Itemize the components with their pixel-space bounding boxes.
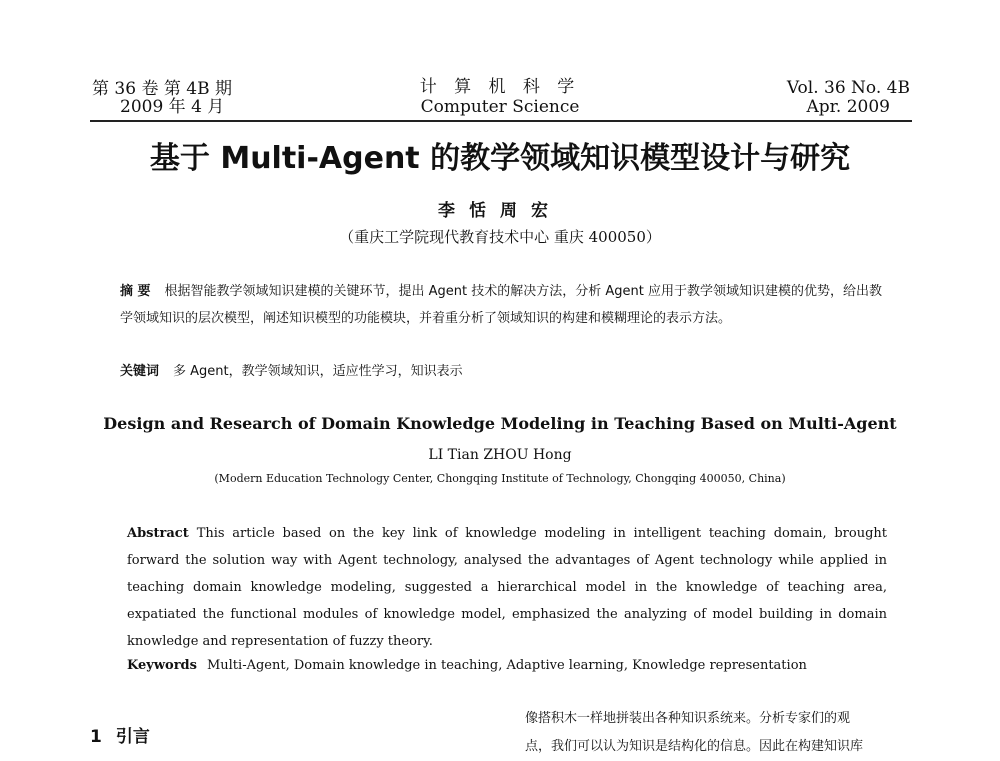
keywords-en-text: Multi-Agent, Domain knowledge in teaching, Adaptive learning, Knowledge representation [206,658,807,673]
body-text-cn [525,705,915,761]
abstract-en [127,520,887,655]
abstract-cn-label: 摘 要 [120,284,151,299]
keywords-cn-label: 关键词 [120,364,160,379]
volume-issue-en: Vol. 36 No. 4B [786,78,910,98]
body-line: 像搭积木一样地拼装出各种知识系统来。分析专家们的观 [525,711,851,726]
journal-name-cn: 计 算 机 科 学 [419,77,581,97]
authors-cn: 李恬周宏 [438,201,562,221]
abstract-cn-text: 根据智能教学领域知识建模的关键环节，提出 Agent 技术的解决方法，分析 Agent 应用于教学领域知识建模的优势，给出教学领域知识的层次模型，阐述知识模型的功能模块，并着重分析了领域知识的构建和模糊理论的表示方法。 [120,284,883,326]
abstract-cn [120,278,890,332]
keywords-cn-text: 多 Agent，教学领域知识，适应性学习，知识表示 [173,364,463,379]
section-title: 引言 [115,727,150,747]
header-rule [90,120,912,122]
section-heading [90,722,150,747]
affiliation-en: (Modern Education Technology Center, Chongqing Institute of Technology, Chongqing 400050, China) [214,472,786,485]
keywords-cn [120,358,890,385]
abstract-en-label: Abstract [127,526,189,541]
volume-issue: 第 36 卷 第 4B 期 [92,79,232,99]
journal-name-en: Computer Science [420,97,580,117]
body-line: 点，我们可以认为知识是结构化的信息。因此在构建知识库 [525,739,864,754]
issue-date-cn: 2009 年 4 月 [120,97,225,117]
section-number: 1 [90,727,102,747]
authors-en: LI Tian ZHOU Hong [428,447,572,463]
keywords-en-label: Keywords [127,658,197,673]
paper-title-cn: 基于 Multi-Agent 的教学领域知识模型设计与研究 [149,141,851,176]
paper-title-en: Design and Research of Domain Knowledge Modeling in Teaching Based on Multi-Agent [103,414,897,433]
keywords-en [127,652,887,679]
affiliation-cn: （重庆工学院现代教育技术中心 重庆 400050） [339,228,661,246]
abstract-en-text: This article based on the key link of knowledge modeling in intelligent teaching domain, brought forward the solution way with Agent technology, analysed the advantages of Agent technology while applied in teaching domain knowledge modeling, suggested a hierarchical model in the knowledge of teaching area, expatiated the functional modules of knowledge model, emphasized the analyzing of model building in domain knowledge and representation of fuzzy theory. [127,526,887,649]
issue-date-en: Apr. 2009 [806,97,890,117]
